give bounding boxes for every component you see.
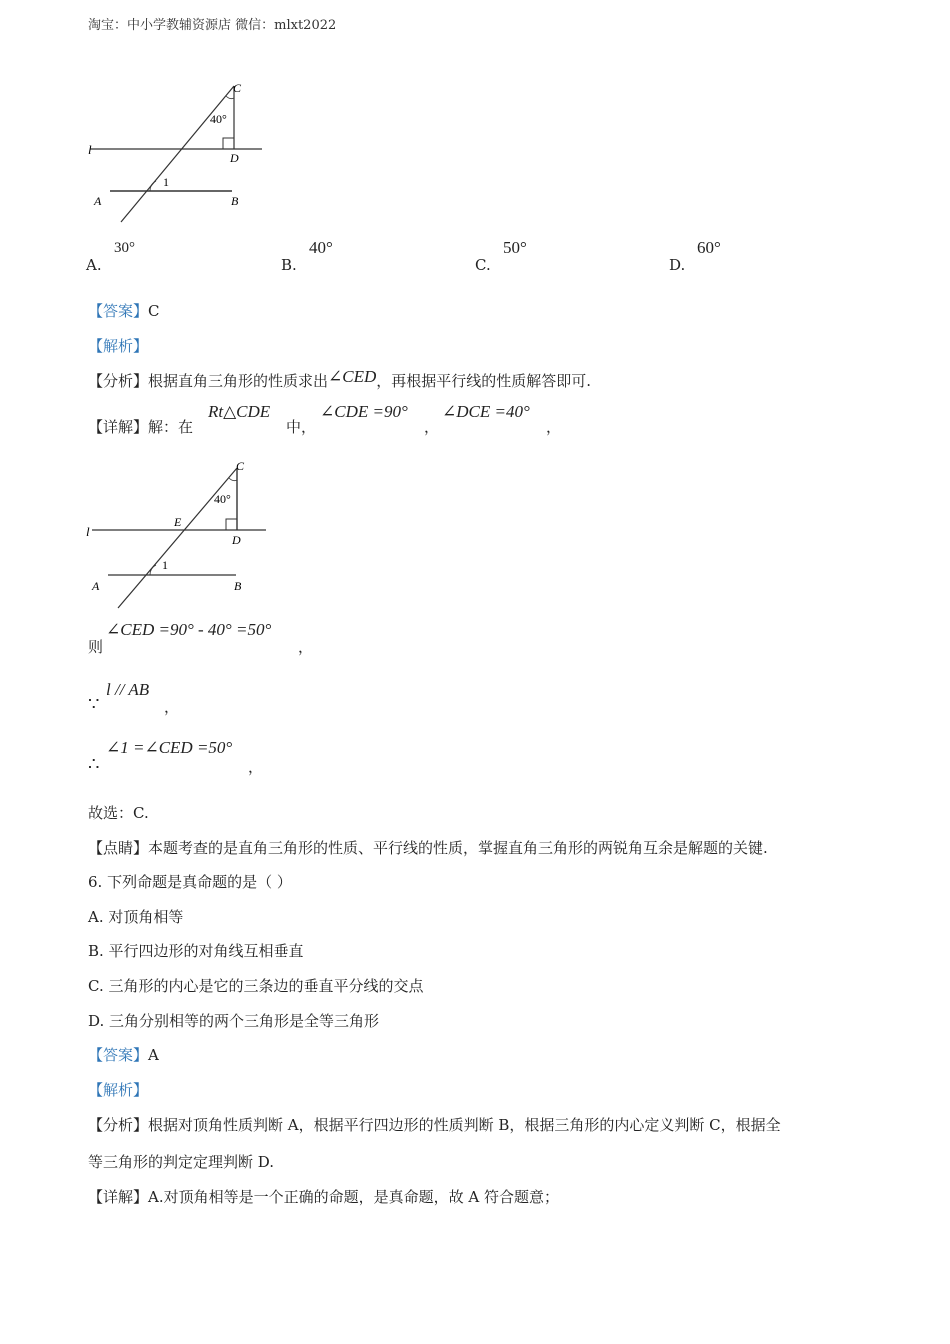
- math-angle-cde: ∠CDE =90°: [320, 402, 408, 421]
- question-6-option-d: D. 三角分别相等的两个三角形是全等三角形: [88, 1012, 380, 1030]
- label-d: D: [230, 151, 239, 165]
- fenxi-2-line-1: 【分析】根据对顶角性质判断 A，根据平行四边形的性质判断 B，根据三角形的内心定义判断 C，根据全: [88, 1116, 781, 1134]
- question-6-option-a: A. 对顶角相等: [88, 908, 184, 926]
- comma: ，: [164, 698, 180, 716]
- text-zhong: 中，: [286, 418, 317, 436]
- geometry-figure-2: [84, 456, 274, 614]
- comma: ，: [248, 758, 264, 776]
- answer-tag: 【答案】: [88, 302, 149, 320]
- math-angle-dce: ∠DCE =40°: [442, 402, 530, 421]
- xiangjie-2: 【详解】A.对顶角相等是一个正确的命题，是真命题，故 A 符合题意；: [88, 1188, 559, 1206]
- option-c: [475, 256, 491, 274]
- answer-2: [88, 1044, 159, 1065]
- label-d: D: [232, 533, 241, 547]
- answer-text: A: [148, 1046, 159, 1064]
- option-letter: C.: [475, 256, 491, 274]
- math-rt-cde: Rt△CDE: [208, 402, 271, 421]
- option-letter: B.: [281, 256, 297, 274]
- option-letter: A.: [86, 256, 102, 274]
- comma: ，: [546, 418, 562, 436]
- answer-tag: 【答案】: [88, 1046, 149, 1064]
- label-c: C: [233, 81, 242, 95]
- label-l: l: [88, 142, 92, 157]
- label-a: A: [92, 579, 100, 593]
- label-angle-40: 40°: [214, 492, 231, 506]
- analysis-tag-1: 【解析】: [88, 337, 149, 355]
- geometry-figure-1: [84, 78, 274, 228]
- option-c-value: 50°: [503, 238, 527, 257]
- step-1-prefix: 则: [88, 638, 104, 656]
- fenxi-1: 【分析】根据直角三角形的性质求出∠CED，再根据平行线的性质解答即可.: [88, 367, 592, 390]
- math-step-1: ∠CED =90° - 40° =50°: [106, 620, 272, 639]
- guxuan-1: 故选：C.: [88, 804, 149, 822]
- therefore-symbol: ∴: [88, 754, 100, 775]
- comma: ，: [424, 418, 440, 436]
- option-d-value: 60°: [697, 238, 721, 257]
- question-6-stem: 6. 下列命题是真命题的是（ ）: [88, 873, 292, 891]
- label-c: C: [236, 459, 245, 473]
- option-b-value: 40°: [309, 238, 333, 257]
- label-b: B: [231, 194, 239, 208]
- question-6-option-c: C. 三角形的内心是它的三条边的垂直平分线的交点: [88, 977, 424, 995]
- analysis-tag-2: 【解析】: [88, 1081, 149, 1099]
- option-a: [86, 256, 102, 274]
- option-d: [669, 256, 685, 274]
- page-header: 淘宝：中小学教辅资源店 微信：mlxt2022: [88, 18, 337, 33]
- fenxi-2-line-2: 等三角形的判定定理判断 D.: [88, 1153, 275, 1171]
- math-step-3: ∠1 =∠CED =50°: [106, 738, 233, 757]
- label-b: B: [234, 579, 242, 593]
- option-b: [281, 256, 297, 274]
- dianjing-1: 【点睛】本题考查的是直角三角形的性质、平行线的性质，掌握直角三角形的两锐角互余是解题的关键.: [88, 839, 768, 857]
- option-a-value: 30°: [114, 240, 135, 256]
- label-angle-1: 1: [163, 175, 169, 189]
- label-angle-40: 40°: [210, 112, 227, 126]
- label-l: l: [86, 524, 90, 539]
- question-6-option-b: B. 平行四边形的对角线互相垂直: [88, 942, 304, 960]
- label-e: E: [174, 515, 182, 529]
- xiangjie-1: 【详解】解：在: [88, 418, 194, 436]
- math-step-2: l // AB: [106, 680, 150, 699]
- option-letter: D.: [669, 256, 686, 274]
- answer-1: [88, 300, 160, 321]
- answer-text: C: [148, 302, 160, 320]
- label-a: A: [94, 194, 102, 208]
- label-angle-1: 1: [162, 558, 168, 572]
- because-symbol: ∵: [88, 694, 100, 715]
- comma: ，: [298, 638, 314, 656]
